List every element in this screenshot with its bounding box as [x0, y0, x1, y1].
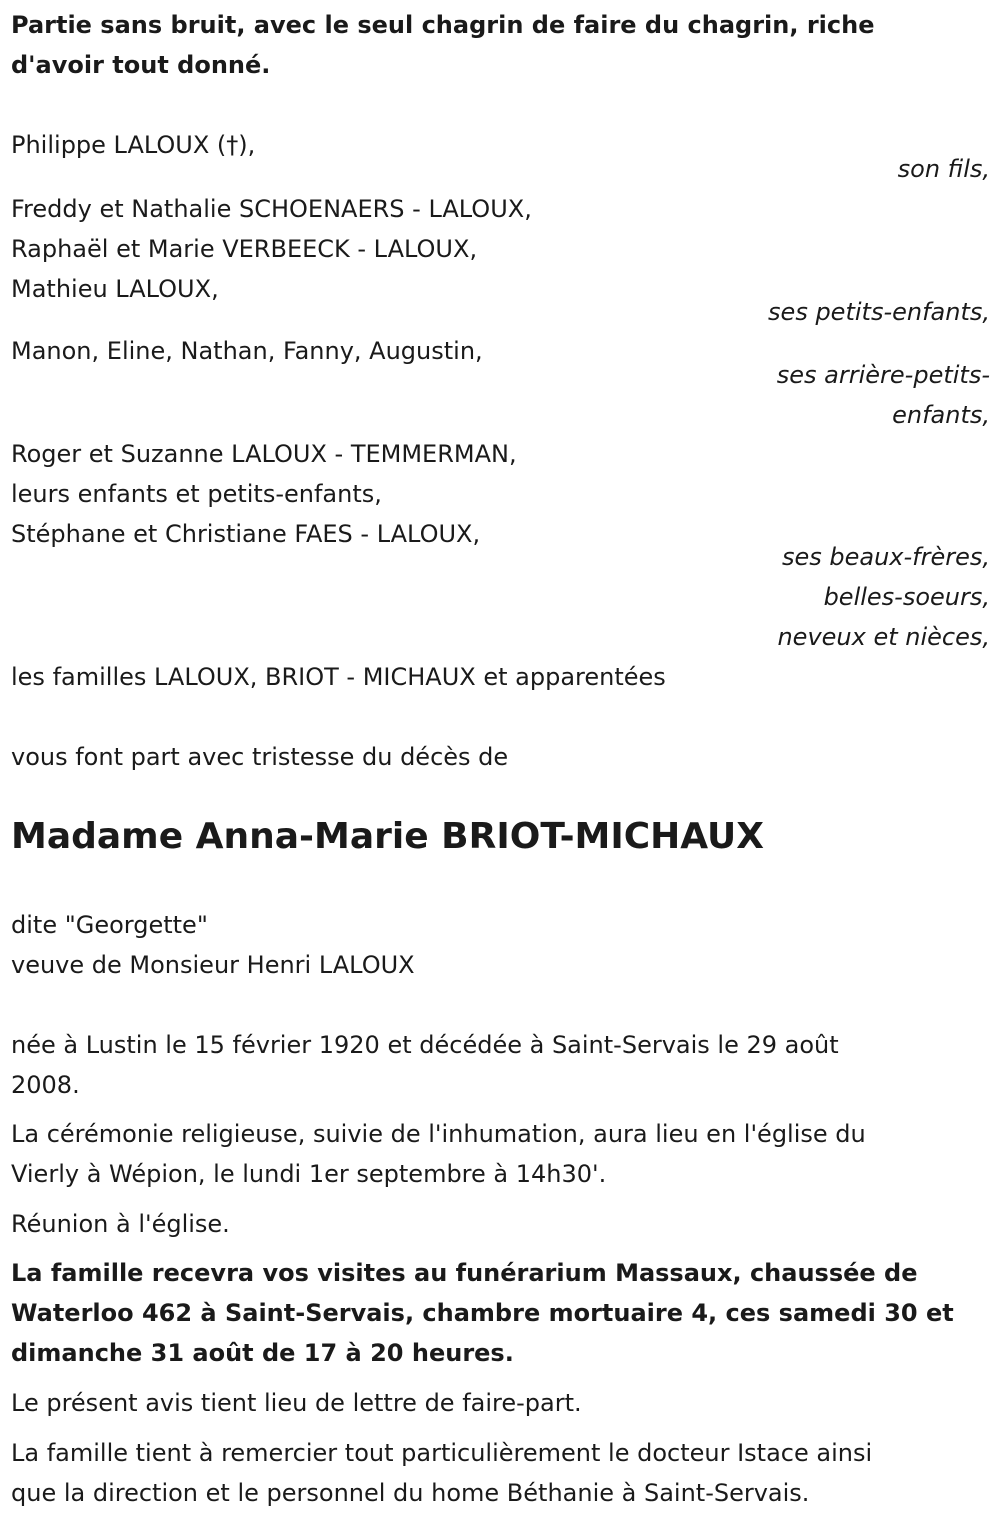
in-laws-names [11, 434, 991, 554]
grandchild-name: Mathieu LALOUX, [11, 275, 219, 303]
families-line: les familles LALOUX, BRIOT - MICHAUX et apparentées [11, 663, 666, 691]
birth-death: née à Lustin le 15 février 1920 et décédée à Saint-Servais le 29 août 2008. [11, 1031, 839, 1099]
intro-line: Partie sans bruit, avec le seul chagrin de faire du chagrin, riche [11, 11, 875, 39]
son-role: son fils, [897, 155, 990, 183]
great-grandchildren-role-line: enfants, [892, 401, 990, 429]
ceremony-info: La cérémonie religieuse, suivie de l'inhumation, aura lieu en l'église du Vierly à Wépion, le lundi 1er septembre à 14h30'. [11, 1120, 866, 1188]
meeting-info: Réunion à l'église. [11, 1210, 230, 1238]
widow-of: veuve de Monsieur Henri LALOUX [11, 951, 415, 979]
in-law-name: leurs enfants et petits-enfants, [11, 480, 382, 508]
in-law-name: Roger et Suzanne LALOUX - TEMMERMAN, [11, 440, 517, 468]
announcement: vous font part avec tristesse du décès de [11, 743, 509, 771]
grandchild-name: Freddy et Nathalie SCHOENAERS - LALOUX, [11, 195, 532, 223]
visits-info: La famille recevra vos visites au funérarium Massaux, chaussée de Waterloo 462 à Saint-Servais, chambre mortuaire 4, ces samedi 30 et dimanche 31 août de 17 à 20 heures. [11, 1259, 954, 1367]
grandchild-name: Raphaël et Marie VERBEECK - LALOUX, [11, 235, 478, 263]
thanks: La famille tient à remercier tout particulièrement le docteur Istace ainsi que la direction et le personnel du home Béthanie à Saint-Servais. [11, 1439, 873, 1507]
deceased-name: Madame Anna-Marie BRIOT-MICHAUX [11, 816, 765, 857]
great-grandchildren-role-line: ses arrière-petits- [776, 361, 990, 389]
grandchildren-role: ses petits-enfants, [768, 298, 990, 326]
great-grandchildren-names: Manon, Eline, Nathan, Fanny, Augustin, [11, 337, 483, 365]
in-laws-role-line: ses beaux-frères, [781, 543, 990, 571]
deceased-details [11, 905, 991, 985]
son-name: Philippe LALOUX (†), [11, 131, 256, 159]
notice: Le présent avis tient lieu de lettre de faire-part. [11, 1389, 582, 1417]
grandchildren-names [11, 189, 991, 309]
intro-line: d'avoir tout donné. [11, 51, 271, 79]
nickname: dite "Georgette" [11, 911, 208, 939]
in-law-name: Stéphane et Christiane FAES - LALOUX, [11, 520, 481, 548]
in-laws-role-line: neveux et nièces, [777, 623, 990, 651]
in-laws-role-line: belles-soeurs, [823, 583, 990, 611]
intro-quote [11, 5, 991, 85]
